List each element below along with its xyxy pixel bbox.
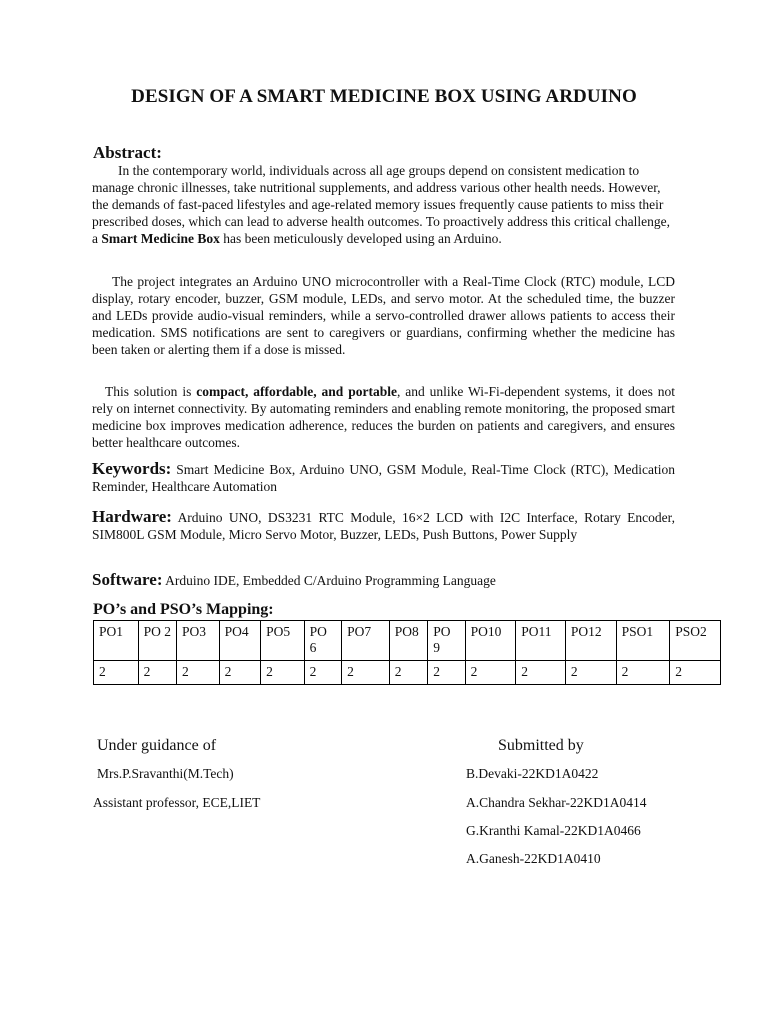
table-header-cell: PO4 <box>219 621 261 661</box>
software-section <box>92 571 675 589</box>
guidance-heading: Under guidance of <box>97 737 217 754</box>
table-cell: 2 <box>516 661 566 685</box>
software-text: Arduino IDE, Embedded C/Arduino Programming Language <box>165 573 496 588</box>
abstract-p3-text-end: , and unlike Wi-Fi-dependent systems, it does not rely on internet connectivity. By automating reminders and enabling remote monitoring, the proposed smart medicine box improves medication adherence, reduces the burden on patients and caregivers, and ensures better healthcare outcomes. <box>92 384 675 450</box>
table-header-row <box>94 621 721 661</box>
abstract-p1-text: In the contemporary world, individuals across all age groups depend on consistent medication to manage chronic illnesses, take nutritional supplements, and address various other health needs. However, the demands of fast-paced lifestyles and age-related memory issues frequently cause patients to miss their prescribed doses, which can lead to adverse health outcomes. To proactively address this critical challenge, a <box>92 163 670 246</box>
po-pso-mapping-table <box>93 620 721 685</box>
table-header-cell: PO11 <box>516 621 566 661</box>
abstract-p1-text-end: has been meticulously developed using an Arduino. <box>219 231 502 246</box>
table-cell: 2 <box>304 661 341 685</box>
abstract-paragraph-3 <box>92 383 675 451</box>
submitted-heading: Submitted by <box>498 737 584 754</box>
table-header-cell: PSO1 <box>616 621 670 661</box>
table-header-cell: PO 2 <box>138 621 176 661</box>
table-row <box>94 661 721 685</box>
mapping-heading: PO’s and PSO’s Mapping: <box>93 601 274 618</box>
abstract-paragraph-2: The project integrates an Arduino UNO microcontroller with a Real-Time Clock (RTC) module, LCD display, rotary encoder, buzzer, GSM module, LEDs, and servo motor. At the scheduled time, the buzzer and LEDs provide audio-visual reminders, while a servo-controlled drawer allows patients to access their medication. SMS notifications are sent to caregivers or guardians, confirming whether the medicine has been taken or alerting them if a dose is missed. <box>92 274 675 357</box>
table-header-cell: PO3 <box>177 621 220 661</box>
software-label: Software: <box>92 570 163 589</box>
table-header-cell: PO8 <box>389 621 427 661</box>
student-entry: A.Ganesh-22KD1A0410 <box>466 851 601 866</box>
table-header-cell: PO 6 <box>304 621 341 661</box>
table-cell: 2 <box>219 661 261 685</box>
table-cell: 2 <box>138 661 176 685</box>
table-header-cell: PO7 <box>342 621 390 661</box>
page-title: DESIGN OF A SMART MEDICINE BOX USING ARDUINO <box>131 86 637 107</box>
table-cell: 2 <box>565 661 616 685</box>
table-cell: 2 <box>389 661 427 685</box>
table-header-cell: PO1 <box>94 621 139 661</box>
hardware-label: Hardware: <box>92 507 172 526</box>
table-cell: 2 <box>428 661 465 685</box>
abstract-p3-bold: compact, affordable, and portable <box>196 384 397 399</box>
table-header-cell: PO12 <box>565 621 616 661</box>
abstract-p3-text: This solution is <box>105 384 197 399</box>
abstract-paragraph-1 <box>92 162 675 247</box>
table-header-cell: PO10 <box>465 621 516 661</box>
student-entry: B.Devaki-22KD1A0422 <box>466 766 599 781</box>
keywords-section <box>92 460 675 495</box>
table-cell: 2 <box>261 661 305 685</box>
table-header-cell: PSO2 <box>670 621 721 661</box>
table-cell: 2 <box>94 661 139 685</box>
student-entry: A.Chandra Sekhar-22KD1A0414 <box>466 795 647 810</box>
guide-designation: Assistant professor, ECE,LIET <box>93 795 261 810</box>
table-cell: 2 <box>670 661 721 685</box>
table-header-cell: PO 9 <box>428 621 465 661</box>
hardware-section <box>92 508 675 543</box>
abstract-heading: Abstract: <box>93 143 162 162</box>
keywords-label: Keywords: <box>92 459 172 478</box>
guide-name: Mrs.P.Sravanthi(M.Tech) <box>97 766 234 781</box>
student-entry: G.Kranthi Kamal-22KD1A0466 <box>466 823 641 838</box>
table-cell: 2 <box>616 661 670 685</box>
table-cell: 2 <box>342 661 390 685</box>
hardware-text: Arduino UNO, DS3231 RTC Module, 16×2 LCD with I2C Interface, Rotary Encoder, SIM800L GSM Module, Micro Servo Motor, Buzzer, LEDs, Push Buttons, Power Supply <box>92 510 675 542</box>
table-cell: 2 <box>465 661 516 685</box>
keywords-text: Smart Medicine Box, Arduino UNO, GSM Module, Real-Time Clock (RTC), Medication Reminder, Healthcare Automation <box>92 462 676 494</box>
abstract-p1-bold: Smart Medicine Box <box>101 231 220 246</box>
table-cell: 2 <box>177 661 220 685</box>
table-header-cell: PO5 <box>261 621 305 661</box>
